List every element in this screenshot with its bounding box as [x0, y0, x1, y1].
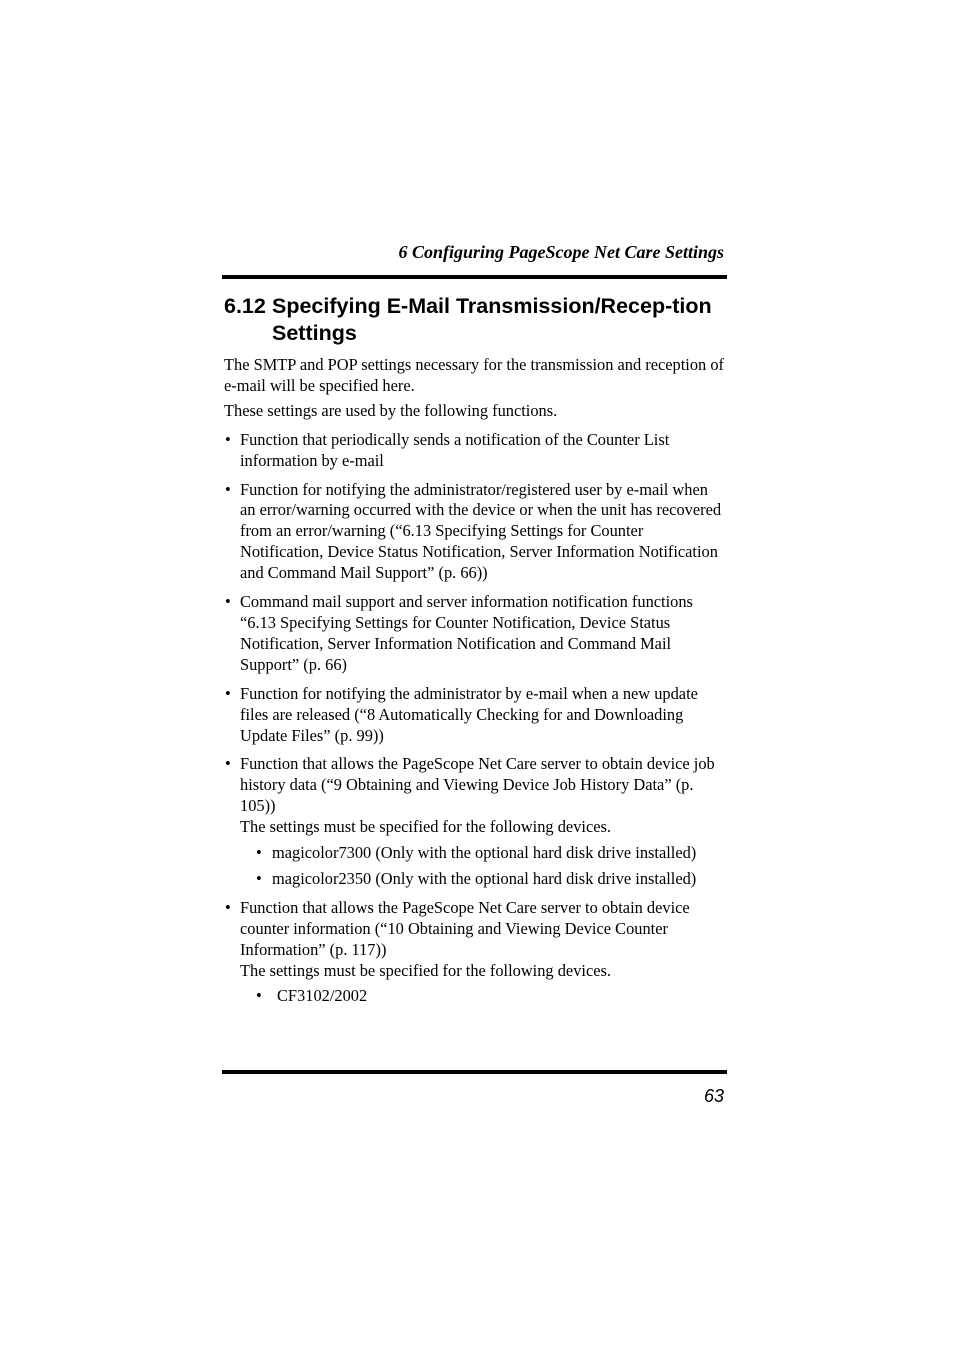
header-rule — [222, 275, 727, 279]
device-item: • magicolor2350 (Only with the optional hard disk drive installed) — [240, 869, 724, 890]
page-content — [224, 293, 724, 1015]
list-item — [224, 430, 724, 472]
intro-paragraph: These settings are used by the following functions. — [224, 400, 558, 420]
device-item: • CF3102/2002 — [240, 986, 724, 1007]
list-item — [224, 480, 724, 585]
footer-rule — [222, 1070, 727, 1074]
list-item-text: Function that periodically sends a notification of the Counter List information by e-mail — [240, 429, 670, 470]
list-item-text: Function that allows the PageScope Net Care server to obtain device counter information (“10 Obtaining and Viewing Device Counter Information” (p. 117)) — [240, 897, 690, 959]
device-list — [240, 843, 724, 890]
function-list — [224, 430, 724, 1008]
list-item-text: Function for notifying the administrator by e-mail when a new update files are released (“8 Automatically Checking for and Downloading Update Files” (p. 99)) — [240, 683, 698, 745]
list-item — [224, 898, 724, 1008]
section-heading — [224, 293, 724, 347]
page-number: 63 — [703, 1086, 724, 1106]
list-item — [224, 592, 724, 676]
list-item — [224, 754, 724, 889]
running-header: 6 Configuring PageScope Net Care Settings — [398, 242, 724, 262]
list-item-text: Function for notifying the administrator/registered user by e-mail when an error/warning occurred with the device or when the unit has recovered from an error/warning (“6.13 Specifying Settings for Counter Notification, Device Status Notification, Server Information Notification and Command Mail Support” (p. 66)) — [240, 479, 722, 583]
device-list — [240, 986, 724, 1007]
list-item — [224, 684, 724, 747]
device-item: • magicolor7300 (Only with the optional hard disk drive installed) — [240, 843, 724, 864]
list-item-note: The settings must be specified for the following devices. — [240, 817, 611, 837]
list-item-note: The settings must be specified for the following devices. — [240, 960, 611, 980]
section-number: 6.12 — [224, 294, 266, 318]
list-item-text: Command mail support and server information notification functions “6.13 Specifying Settings for Counter Notification, Device Status Notification, Server Information Notification and Command Mail Support” (p. 66) — [240, 592, 693, 674]
intro-paragraph: The SMTP and POP settings necessary for the transmission and reception of e-mail will be specified here. — [224, 355, 724, 395]
list-item-text: Function that allows the PageScope Net Care server to obtain device job history data (“9 Obtaining and Viewing Device Job History Data” (p. 105)) — [240, 754, 715, 816]
section-title: Specifying E-Mail Transmission/Recep-tion Settings — [272, 294, 712, 345]
